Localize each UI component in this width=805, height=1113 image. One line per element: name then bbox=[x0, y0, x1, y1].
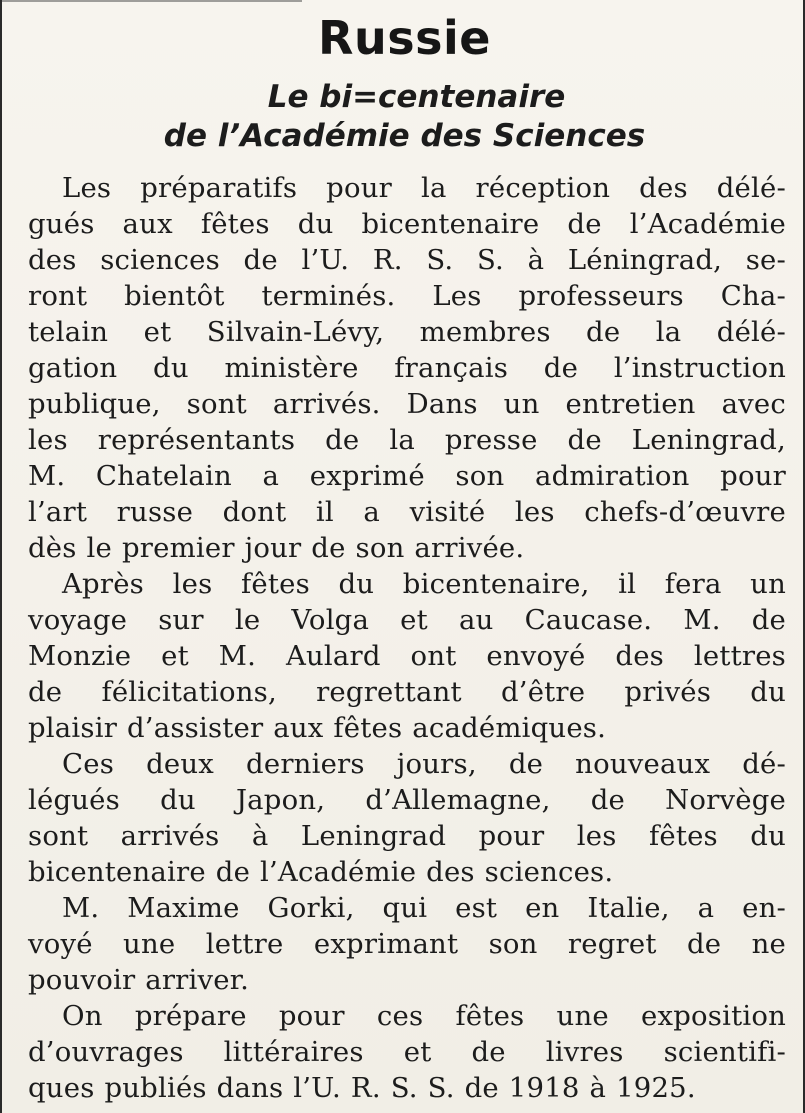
article-title: Russie bbox=[318, 11, 491, 65]
body-line: sont arrivés à Leningrad pour les fêtes du bbox=[28, 820, 786, 852]
body-line: Monzie et M. Aulard ont envoyé des lettres bbox=[28, 640, 786, 672]
body-line: des sciences de l’U. R. S. S. à Léningrad, se- bbox=[28, 244, 786, 276]
article-subtitle-line-2: de l’Académie des Sciences bbox=[163, 118, 646, 154]
body-line: dès le premier jour de son arrivée. bbox=[28, 532, 525, 564]
body-line: Ces deux derniers jours, de nouveaux dé- bbox=[62, 748, 786, 780]
article-subtitle-line-1: Le bi=centenaire bbox=[267, 79, 566, 115]
body-line: de félicitations, regrettant d’être privés du bbox=[28, 676, 786, 708]
body-line: voyé une lettre exprimant son regret de ne bbox=[28, 928, 786, 960]
body-line: gation du ministère français de l’instruction bbox=[28, 352, 786, 384]
body-line: d’ouvrages littéraires et de livres scientifi- bbox=[28, 1036, 786, 1068]
body-line: Les préparatifs pour la réception des délé- bbox=[62, 172, 786, 204]
body-line: publique, sont arrivés. Dans un entretien avec bbox=[28, 388, 786, 420]
body-line: M. Chatelain a exprimé son admiration pour bbox=[28, 460, 786, 492]
body-line: ront bientôt terminés. Les professeurs Cha- bbox=[28, 280, 786, 312]
body-line: M. Maxime Gorki, qui est en Italie, a en- bbox=[62, 892, 786, 924]
body-line: ques publiés dans l’U. R. S. S. de 1918 à 1925. bbox=[28, 1072, 696, 1104]
body-line: les représentants de la presse de Leningrad, bbox=[28, 424, 786, 456]
body-line: pouvoir arriver. bbox=[28, 964, 250, 996]
body-line: voyage sur le Volga et au Caucase. M. de bbox=[28, 604, 786, 636]
body-line: gués aux fêtes du bicentenaire de l’Académie bbox=[28, 208, 786, 240]
top-rule bbox=[2, 0, 302, 6]
body-line: plaisir d’assister aux fêtes académiques. bbox=[28, 712, 607, 744]
body-line: bicentenaire de l’Académie des sciences. bbox=[28, 856, 614, 888]
article-body bbox=[28, 170, 786, 1106]
body-line: telain et Silvain-Lévy, membres de la délé- bbox=[28, 316, 786, 348]
body-line: Après les fêtes du bicentenaire, il fera un bbox=[62, 568, 786, 600]
body-line: l’art russe dont il a visité les chefs-d’œuvre bbox=[28, 496, 786, 528]
body-line: légués du Japon, d’Allemagne, de Norvège bbox=[28, 784, 786, 816]
body-line: On prépare pour ces fêtes une exposition bbox=[62, 1000, 786, 1032]
